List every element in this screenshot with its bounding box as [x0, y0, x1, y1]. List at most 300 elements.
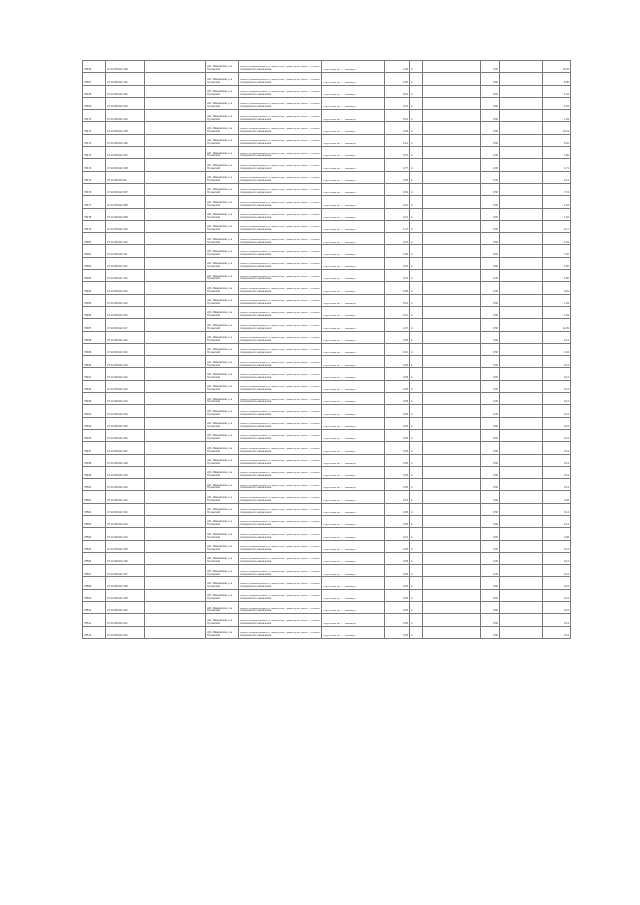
permitted-use-cell: [322, 110, 385, 122]
empty-cell: [500, 134, 543, 146]
cadastral-number-cell: 37:14:000112:130: [106, 479, 145, 491]
empty-cell: [423, 147, 481, 159]
empty-cell: [145, 134, 206, 146]
table-row: [83, 528, 571, 540]
land-category-cell: [239, 454, 322, 466]
table-row: [83, 429, 571, 441]
land-category-cell: [239, 61, 322, 73]
empty-cell: [145, 73, 206, 85]
sum-cell: 0,14: [543, 442, 571, 454]
address-text: обл. Ивановская, р-н Пучежский: [207, 434, 233, 441]
land-category-text: Земли промышленности, энергетики, транспорта, связи ... и иного специального назначения: [240, 373, 320, 379]
empty-cell: [423, 380, 481, 392]
address-text: обл. Ивановская, р-н Пучежский: [207, 213, 233, 219]
row-id-cell: 78477: [83, 196, 106, 208]
empty-cell: [423, 626, 481, 638]
coefficient-cell: 4: [410, 405, 423, 417]
cadastral-number-cell: 37:14:000112:105: [106, 122, 145, 134]
land-category-cell: [239, 540, 322, 552]
land-category-cell: [239, 97, 322, 109]
address-text: обл. Ивановская, р-н Пучежский: [207, 188, 233, 195]
sum-cell: 1,94: [543, 85, 571, 97]
empty-cell: [423, 503, 481, 515]
address-text: обл. Ивановская, р-н Пучежский: [207, 286, 233, 293]
empty-cell: [423, 368, 481, 380]
sum-cell: 0,14: [543, 405, 571, 417]
address-text: обл. Ивановская, р-н Пучежский: [207, 114, 233, 121]
address-text: обл. Ивановская, р-н Пучежский: [207, 594, 233, 601]
row-id-cell: 78479: [83, 220, 106, 232]
land-category-cell: [239, 171, 322, 183]
empty-cell: [423, 85, 481, 97]
area-cell: 0,10: [385, 491, 410, 503]
rate-cell: 0,50: [481, 196, 500, 208]
sum-cell: 1,86: [543, 147, 571, 159]
land-category-text: Земли промышленности, энергетики, транспорта, связи ... и иного специального назначения: [240, 91, 320, 96]
land-category-text: Земли промышленности, энергетики, транспорта, связи ... и иного специального назначения: [240, 484, 320, 490]
empty-cell: [145, 171, 206, 183]
permitted-use-text: Под опоры ВЛ ... "Ивэнерго": [323, 339, 357, 342]
register-table-body: [83, 61, 571, 639]
area-cell: 0,05: [385, 602, 410, 614]
empty-cell: [423, 552, 481, 564]
table-row: [83, 85, 571, 97]
empty-cell: [500, 577, 543, 589]
land-category-cell: [239, 110, 322, 122]
area-cell: 0,05: [385, 405, 410, 417]
sum-cell: 9,91: [543, 282, 571, 294]
cadastral-number-cell: 37:14:000112:102: [106, 85, 145, 97]
row-id-cell: 78503: [83, 515, 106, 527]
rate-cell: 0,50: [481, 503, 500, 515]
empty-cell: [145, 614, 206, 626]
cadastral-number-cell: 37:14:000112:129: [106, 466, 145, 478]
land-category-text: Земли промышленности, энергетики, транспорта, связи ... и иного специального назначения: [240, 509, 320, 515]
coefficient-cell: 4: [410, 110, 423, 122]
land-category-text: Земли промышленности, энергетики, транспорта, связи ... и иного специального назначения: [240, 78, 320, 84]
land-category-text: Земли промышленности, энергетики, транспорта, связи ... и иного специального назначения: [240, 238, 320, 244]
cadastral-number-cell: 37:14:000112:104: [106, 110, 145, 122]
cadastral-number-cell: 37:14:000112:133: [106, 515, 145, 527]
table-row: [83, 614, 571, 626]
table-row: [83, 343, 571, 355]
row-id-cell: 78484: [83, 282, 106, 294]
address-text: обл. Ивановская, р-н Пучежский: [207, 323, 233, 330]
coefficient-cell: 4: [410, 515, 423, 527]
row-id-cell: 78486: [83, 306, 106, 318]
empty-cell: [423, 417, 481, 429]
coefficient-cell: 4: [410, 380, 423, 392]
table-row: [83, 368, 571, 380]
rate-cell: 0,50: [481, 257, 500, 269]
coefficient-cell: 4: [410, 356, 423, 368]
permitted-use-cell: [322, 528, 385, 540]
empty-cell: [145, 183, 206, 195]
empty-cell: [145, 602, 206, 614]
area-cell: 0,76: [385, 270, 410, 282]
coefficient-cell: 4: [410, 331, 423, 343]
land-category-cell: [239, 356, 322, 368]
empty-cell: [423, 233, 481, 245]
empty-cell: [500, 540, 543, 552]
empty-cell: [423, 393, 481, 405]
sum-cell: 0,14: [543, 626, 571, 638]
empty-cell: [423, 73, 481, 85]
empty-cell: [500, 196, 543, 208]
sum-cell: 0,14: [543, 479, 571, 491]
empty-cell: [145, 368, 206, 380]
empty-cell: [500, 356, 543, 368]
rate-cell: 0,50: [481, 220, 500, 232]
rate-cell: 0,50: [481, 429, 500, 441]
permitted-use-cell: [322, 565, 385, 577]
cadastral-number-cell: 37:14:000112:119: [106, 343, 145, 355]
land-category-text: Земли промышленности, энергетики, транспорта, связи ... и иного специального назначения: [240, 287, 320, 293]
address-cell: [206, 479, 239, 491]
address-text: обл. Ивановская, р-н Пучежский: [207, 77, 233, 84]
empty-cell: [423, 183, 481, 195]
empty-cell: [423, 614, 481, 626]
sum-cell: 0,14: [543, 171, 571, 183]
permitted-use-text: Под опоры ВЛ ... "Ивэнерго": [323, 253, 357, 256]
empty-cell: [500, 270, 543, 282]
address-cell: [206, 270, 239, 282]
area-cell: 5,38: [385, 282, 410, 294]
cadastral-number-cell: 37:14:000112:127: [106, 442, 145, 454]
land-category-cell: [239, 614, 322, 626]
permitted-use-text: Под опоры ВЛ ... "Ивэнерго": [323, 438, 357, 441]
permitted-use-text: Под опоры ВЛ ... "Ивэнерго": [323, 561, 357, 564]
cadastral-number-cell: 37:14:000112:140: [106, 602, 145, 614]
row-id-cell: 78466: [83, 61, 106, 73]
cadastral-number-cell: 37:14:000112:101: [106, 73, 145, 85]
sum-cell: 0,14: [543, 540, 571, 552]
address-text: обл. Ивановская, р-н Пучежский: [207, 126, 233, 133]
land-category-text: Земли промышленности, энергетики, транспорта, связи ... и иного специального назначения: [240, 312, 320, 318]
area-cell: 0,05: [385, 515, 410, 527]
coefficient-cell: 4: [410, 626, 423, 638]
cadastral-number-cell: 37:14:000112:138: [106, 577, 145, 589]
address-text: обл. Ивановская, р-н Пучежский: [207, 139, 233, 146]
empty-cell: [145, 97, 206, 109]
address-text: обл. Ивановская, р-н Пучежский: [207, 532, 233, 539]
empty-cell: [500, 257, 543, 269]
land-category-text: Земли промышленности, энергетики, транспорта, связи ... и иного специального назначения: [240, 250, 320, 256]
table-row: [83, 515, 571, 527]
rate-cell: 0,50: [481, 602, 500, 614]
table-row: [83, 602, 571, 614]
empty-cell: [423, 331, 481, 343]
rate-cell: 0,50: [481, 245, 500, 257]
sum-cell: 1,94: [543, 294, 571, 306]
sum-cell: 0,14: [543, 602, 571, 614]
area-cell: 0,05: [385, 626, 410, 638]
address-cell: [206, 147, 239, 159]
address-text: обл. Ивановская, р-н Пучежский: [207, 299, 233, 306]
permitted-use-text: Под опоры ВЛ ... "Ивэнерго": [323, 315, 357, 318]
table-row: [83, 442, 571, 454]
address-cell: [206, 183, 239, 195]
row-id-cell: 78489: [83, 343, 106, 355]
address-cell: [206, 429, 239, 441]
address-cell: [206, 368, 239, 380]
empty-cell: [500, 368, 543, 380]
address-text: обл. Ивановская, р-н Пучежский: [207, 581, 233, 588]
row-id-cell: 78499: [83, 466, 106, 478]
permitted-use-cell: [322, 233, 385, 245]
permitted-use-text: Под опоры ВЛ ... "Ивэнерго": [323, 192, 357, 195]
permitted-use-cell: [322, 368, 385, 380]
address-cell: [206, 503, 239, 515]
empty-cell: [500, 503, 543, 515]
permitted-use-text: Под опоры ВЛ ... "Ивэнерго": [323, 524, 357, 527]
area-cell: 0,10: [385, 110, 410, 122]
row-id-cell: 78494: [83, 405, 106, 417]
address-text: обл. Ивановская, р-н Пучежский: [207, 606, 233, 613]
cadastral-number-cell: 37:14:000112:137: [106, 565, 145, 577]
row-id-cell: 78481: [83, 245, 106, 257]
cadastral-number-cell: 37:14:000112:136: [106, 552, 145, 564]
land-category-text: Земли промышленности, энергетики, транспорта, связи ... и иного специального назначения: [240, 386, 320, 392]
coefficient-cell: 4: [410, 220, 423, 232]
area-cell: 0,05: [385, 540, 410, 552]
empty-cell: [145, 626, 206, 638]
address-cell: [206, 454, 239, 466]
empty-cell: [145, 331, 206, 343]
empty-cell: [500, 589, 543, 601]
table-row: [83, 147, 571, 159]
table-row: [83, 97, 571, 109]
coefficient-cell: 4: [410, 245, 423, 257]
permitted-use-cell: [322, 245, 385, 257]
cadastral-number-cell: 37:14:000112:097: [106, 183, 145, 195]
table-row: [83, 331, 571, 343]
permitted-use-cell: [322, 294, 385, 306]
empty-cell: [145, 442, 206, 454]
area-cell: 0,05: [385, 429, 410, 441]
coefficient-cell: 4: [410, 614, 423, 626]
rate-cell: 0,50: [481, 417, 500, 429]
rate-cell: 2,00: [481, 159, 500, 171]
coefficient-cell: 4: [410, 196, 423, 208]
empty-cell: [423, 319, 481, 331]
table-row: [83, 417, 571, 429]
coefficient-cell: 4: [410, 368, 423, 380]
empty-cell: [500, 614, 543, 626]
area-cell: 0,10: [385, 196, 410, 208]
sum-cell: 5,85: [543, 73, 571, 85]
land-category-cell: [239, 282, 322, 294]
permitted-use-text: Под опоры ВЛ ... "Ивэнерго": [323, 536, 357, 539]
permitted-use-text: Под опоры ВЛ ... "Ивэнерго": [323, 266, 357, 269]
cadastral-number-cell: 37:14:000112:108: [106, 159, 145, 171]
land-category-cell: [239, 122, 322, 134]
row-id-cell: 78511: [83, 614, 106, 626]
area-cell: 0,05: [385, 393, 410, 405]
permitted-use-cell: [322, 257, 385, 269]
address-cell: [206, 417, 239, 429]
sum-cell: 12,19: [543, 122, 571, 134]
rate-cell: 2,00: [481, 540, 500, 552]
empty-cell: [500, 220, 543, 232]
address-text: обл. Ивановская, р-н Пучежский: [207, 372, 233, 379]
table-row: [83, 122, 571, 134]
empty-cell: [423, 343, 481, 355]
sum-cell: 0,14: [543, 503, 571, 515]
rate-cell: 0,50: [481, 577, 500, 589]
empty-cell: [145, 417, 206, 429]
empty-cell: [423, 134, 481, 146]
coefficient-cell: 4: [410, 503, 423, 515]
permitted-use-cell: [322, 515, 385, 527]
address-cell: [206, 466, 239, 478]
coefficient-cell: 4: [410, 73, 423, 85]
empty-cell: [145, 528, 206, 540]
area-cell: 0,10: [385, 97, 410, 109]
cadastral-number-cell: 37:14:000112:128: [106, 454, 145, 466]
row-id-cell: 78496: [83, 429, 106, 441]
address-cell: [206, 626, 239, 638]
address-cell: [206, 515, 239, 527]
empty-cell: [145, 380, 206, 392]
rate-cell: 2,00: [481, 380, 500, 392]
sum-cell: 12,29: [543, 319, 571, 331]
address-cell: [206, 196, 239, 208]
sum-cell: 0,14: [543, 454, 571, 466]
table-row: [83, 257, 571, 269]
permitted-use-cell: [322, 331, 385, 343]
cadastral-number-cell: 37:14:000112:135: [106, 540, 145, 552]
address-cell: [206, 134, 239, 146]
coefficient-cell: 4: [410, 208, 423, 220]
sum-cell: 7,26: [543, 245, 571, 257]
table-row: [83, 565, 571, 577]
empty-cell: [145, 196, 206, 208]
land-category-text: Земли промышленности, энергетики, транспорта, связи ... и иного специального назначения: [240, 164, 320, 170]
rate-cell: 0,50: [481, 319, 500, 331]
sum-cell: 0,14: [543, 380, 571, 392]
coefficient-cell: 4: [410, 429, 423, 441]
coefficient-cell: 4: [410, 171, 423, 183]
address-cell: [206, 380, 239, 392]
land-category-text: Земли промышленности, энергетики, транспорта, связи ... и иного специального назначения: [240, 66, 320, 72]
table-row: [83, 233, 571, 245]
area-cell: 0,10: [385, 208, 410, 220]
area-cell: 0,05: [385, 442, 410, 454]
address-cell: [206, 405, 239, 417]
rate-cell: 0,50: [481, 343, 500, 355]
coefficient-cell: 4: [410, 147, 423, 159]
empty-cell: [500, 602, 543, 614]
land-category-text: Земли промышленности, энергетики, транспорта, связи ... и иного специального назначения: [240, 214, 320, 219]
address-cell: [206, 589, 239, 601]
cadastral-number-cell: 37:14:000112:113: [106, 270, 145, 282]
empty-cell: [423, 577, 481, 589]
address-cell: [206, 73, 239, 85]
address-cell: [206, 540, 239, 552]
sum-cell: 1,94: [543, 306, 571, 318]
row-id-cell: 78480: [83, 233, 106, 245]
permitted-use-text: Под опоры ВЛ ... "Ивэнерго": [323, 106, 357, 109]
empty-cell: [500, 417, 543, 429]
coefficient-cell: 4: [410, 417, 423, 429]
table-row: [83, 356, 571, 368]
address-text: обл. Ивановская, р-н Пучежский: [207, 618, 233, 625]
empty-cell: [145, 577, 206, 589]
address-cell: [206, 159, 239, 171]
coefficient-cell: 4: [410, 134, 423, 146]
table-row: [83, 589, 571, 601]
cadastral-number-cell: 37:14:000112:123: [106, 393, 145, 405]
area-cell: 0,05: [385, 356, 410, 368]
table-row: [83, 503, 571, 515]
land-category-cell: [239, 159, 322, 171]
land-category-cell: [239, 479, 322, 491]
row-id-cell: 78475: [83, 171, 106, 183]
permitted-use-cell: [322, 97, 385, 109]
empty-cell: [145, 540, 206, 552]
address-text: обл. Ивановская, р-н Пучежский: [207, 262, 233, 269]
empty-cell: [500, 306, 543, 318]
address-cell: [206, 552, 239, 564]
empty-cell: [145, 61, 206, 73]
empty-cell: [145, 159, 206, 171]
permitted-use-cell: [322, 417, 385, 429]
land-category-text: Земли промышленности, энергетики, транспорта, связи ... и иного специального назначения: [240, 410, 320, 416]
area-cell: 0,05: [385, 417, 410, 429]
empty-cell: [423, 306, 481, 318]
land-category-text: Земли промышленности, энергетики, транспорта, связи ... и иного специального назначения: [240, 103, 320, 109]
row-id-cell: 78498: [83, 454, 106, 466]
coefficient-cell: 4: [410, 442, 423, 454]
address-text: обл. Ивановская, р-н Пучежский: [207, 225, 233, 232]
land-category-cell: [239, 528, 322, 540]
cadastral-number-cell: 37:14:000112:106: [106, 134, 145, 146]
permitted-use-text: Под опоры ВЛ ... "Ивэнерго": [323, 426, 357, 428]
empty-cell: [423, 454, 481, 466]
empty-cell: [423, 110, 481, 122]
table-row: [83, 110, 571, 122]
coefficient-cell: 4: [410, 466, 423, 478]
table-row: [83, 61, 571, 73]
permitted-use-text: Под опоры ВЛ ... "Ивэнерго": [323, 81, 357, 84]
sum-cell: 0,28: [543, 491, 571, 503]
rate-cell: 0,50: [481, 73, 500, 85]
empty-cell: [423, 442, 481, 454]
empty-cell: [145, 319, 206, 331]
coefficient-cell: 4: [410, 491, 423, 503]
empty-cell: [423, 466, 481, 478]
land-category-cell: [239, 331, 322, 343]
coefficient-cell: 4: [410, 270, 423, 282]
permitted-use-text: Под опоры ВЛ ... "Ивэнерго": [323, 364, 357, 367]
sum-cell: 0,14: [543, 552, 571, 564]
empty-cell: [500, 122, 543, 134]
empty-cell: [145, 491, 206, 503]
address-cell: [206, 85, 239, 97]
empty-cell: [500, 73, 543, 85]
cadastral-number-cell: 37:14:000112:100: [106, 220, 145, 232]
empty-cell: [423, 245, 481, 257]
cadastral-number-cell: 37:14:000112:09: [106, 171, 145, 183]
sum-cell: 1,86: [543, 257, 571, 269]
area-cell: 0,10: [385, 528, 410, 540]
land-category-cell: [239, 442, 322, 454]
area-cell: 0,10: [385, 294, 410, 306]
empty-cell: [145, 147, 206, 159]
permitted-use-text: Под опоры ВЛ ... "Ивэнерго": [323, 204, 357, 207]
address-cell: [206, 491, 239, 503]
